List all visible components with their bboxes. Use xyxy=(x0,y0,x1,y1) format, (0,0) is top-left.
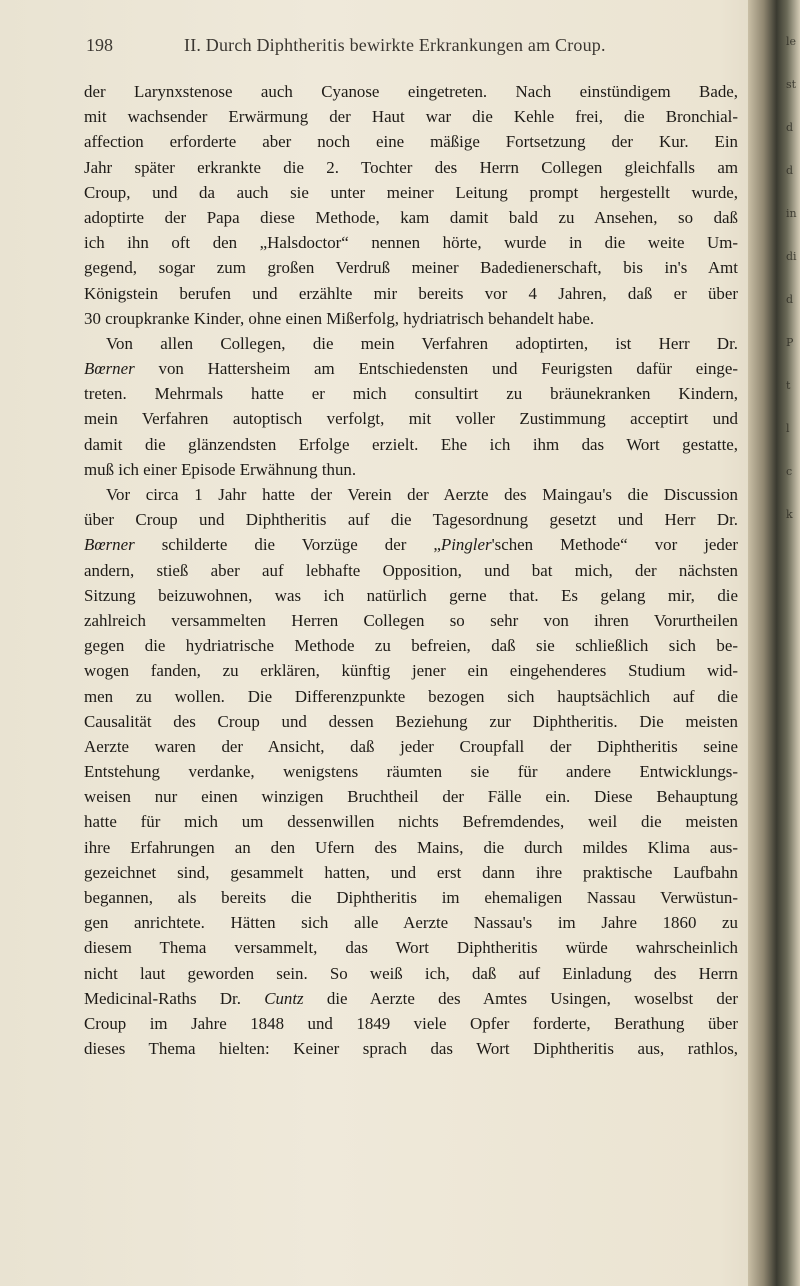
line-text: begannen, als bereits die Diphtheritis im ehemaligen Nassau Verwüstun- xyxy=(84,888,738,907)
text-line xyxy=(84,709,738,734)
text-line xyxy=(84,684,738,709)
line-text: affection erforderte aber noch eine mäßige Fortsetzung der Kur. Ein xyxy=(84,132,738,152)
line-text: ich ihn oft den „Halsdoctor“ nennen hörte, wurde in die weite Um- xyxy=(84,233,738,253)
line-text: adoptirte der Papa diese Methode, kam damit bald zu Ansehen, so daß xyxy=(84,207,738,227)
text-line xyxy=(84,961,738,986)
line-text: über Croup und Diphtheritis auf die Tagesordnung gesetzt und Herr Dr. xyxy=(84,510,738,530)
line-text: andern, stieß aber auf lebhafte Opposition, und bat mich, der nächsten xyxy=(84,560,738,580)
text-line xyxy=(84,205,738,230)
line-text: Croup, und da auch sie unter meiner Leitung prompt hergestellt wurde, xyxy=(84,182,738,202)
line-text: 'schen Methode“ vor jeder xyxy=(491,535,738,555)
text-line xyxy=(84,809,738,834)
text-line xyxy=(84,532,738,557)
text-line xyxy=(84,507,738,532)
emphasized-name: Bœrner xyxy=(84,359,135,379)
text-line xyxy=(84,482,738,507)
text-line xyxy=(84,281,738,306)
text-line xyxy=(84,180,738,205)
line-text: Vor circa 1 Jahr hatte der Verein der Aerzte des Maingau's die Discussion xyxy=(106,485,738,504)
line-text: von Hattersheim am Entschiedensten und Feurigsten dafür einge- xyxy=(134,359,738,379)
line-text: mein Verfahren autoptisch verfolgt, mit voller Zustimmung acceptirt und xyxy=(84,409,738,429)
text-line xyxy=(84,406,738,431)
emphasized-name: Bœrner xyxy=(84,535,135,555)
text-line xyxy=(84,1036,738,1061)
line-text: Von allen Collegen, die mein Verfahren adoptirten, ist Herr Dr. xyxy=(106,333,738,353)
text-line xyxy=(84,935,738,960)
line-text: zahlreich versammelten Herren Collegen so sehr von ihren Vorurtheilen xyxy=(84,610,738,630)
text-line xyxy=(84,734,738,759)
line-text: Königstein berufen und erzählte mir bereits vor 4 Jahren, daß er über xyxy=(84,283,738,303)
line-text: mit wachsender Erwärmung der Haut war die Kehle frei, die Bronchial- xyxy=(84,107,738,127)
text-line xyxy=(84,79,738,104)
emphasized-name: Cuntz xyxy=(264,988,304,1008)
line-text: diesem Thema versammelt, das Wort Diphtheritis würde wahrscheinlich xyxy=(84,938,738,958)
text-line xyxy=(84,784,738,809)
text-line xyxy=(84,104,738,129)
text-line xyxy=(84,356,738,381)
line-text: Causalität des Croup und dessen Beziehung zur Diphtheritis. Die meisten xyxy=(84,711,738,731)
page-number: 198 xyxy=(86,35,113,55)
line-text: Entstehung verdanke, wenigstens räumten sie für andere Entwicklungs- xyxy=(84,762,738,782)
line-text: men zu wollen. Die Differenzpunkte bezogen sich hauptsächlich auf die xyxy=(84,686,738,706)
text-line xyxy=(84,860,738,885)
line-text: schilderte die Vorzüge der „ xyxy=(134,535,441,555)
text-line xyxy=(84,558,738,583)
line-text: Sitzung beizuwohnen, was ich natürlich gerne that. Es gelang mir, die xyxy=(84,585,738,605)
line-text: hatte für mich um dessenwillen nichts Befremdendes, weil die meisten xyxy=(84,812,738,832)
line-text: Medicinal-Raths Dr. xyxy=(84,988,265,1008)
text-line xyxy=(84,306,738,331)
line-text: die Aerzte des Amtes Usingen, woselbst der xyxy=(303,988,738,1008)
line-text: nicht laut geworden sein. So weiß ich, daß auf Einladung des Herrn xyxy=(84,963,738,983)
text-line xyxy=(84,633,738,658)
text-line xyxy=(84,608,738,633)
line-text: Croup im Jahre 1848 und 1849 viele Opfer forderte, Berathung über xyxy=(84,1013,738,1033)
line-text: gegend, sogar zum großen Verdruß meiner Badedienerschaft, bis in's Amt xyxy=(84,258,738,278)
running-title: II. Durch Diphtheritis bewirkte Erkrankungen am Croup. xyxy=(184,35,606,55)
emphasized-name: Pingler xyxy=(440,535,492,555)
text-line xyxy=(84,331,738,356)
line-text: ihre Erfahrungen an den Ufern des Mains, die durch mildes Klima aus- xyxy=(84,837,738,857)
line-text: Aerzte waren der Ansicht, daß jeder Croupfall der Diphtheritis seine xyxy=(84,736,738,756)
line-text: muß ich einer Episode Erwähnung thun. xyxy=(84,459,357,479)
text-line xyxy=(84,658,738,683)
text-line xyxy=(84,255,738,280)
text-line xyxy=(84,155,738,180)
line-text: wogen fanden, zu erklären, künftig jener ein eingehenderes Studium wid- xyxy=(84,661,738,681)
text-line xyxy=(84,910,738,935)
line-text: damit die glänzendsten Erfolge erzielt. Ehe ich ihm das Wort gestatte, xyxy=(84,434,738,454)
line-text: dieses Thema hielten: Keiner sprach das Wort Diphtheritis aus, rathlos, xyxy=(84,1039,738,1059)
text-line xyxy=(84,583,738,608)
line-text: gen anrichtete. Hätten sich alle Aerzte Nassau's im Jahre 1860 zu xyxy=(84,913,738,933)
text-line xyxy=(84,457,738,482)
book-gutter xyxy=(748,0,800,1286)
text-line xyxy=(84,835,738,860)
facing-page-fragments: le st d d in di d P t l c k xyxy=(786,35,797,521)
line-text: gegen die hydriatrische Methode zu befreien, daß sie schließlich sich be- xyxy=(84,636,738,656)
line-text: treten. Mehrmals hatte er mich consultirt zu bräunekranken Kindern, xyxy=(84,384,738,404)
text-line xyxy=(84,129,738,154)
text-line xyxy=(84,381,738,406)
line-text: Jahr später erkrankte die 2. Tochter des Herrn Collegen gleichfalls am xyxy=(84,157,738,177)
running-header xyxy=(86,35,726,61)
text-line xyxy=(84,759,738,784)
text-line xyxy=(84,432,738,457)
text-line xyxy=(84,885,738,910)
line-text: gezeichnet sind, gesammelt hatten, und erst dann ihre praktische Laufbahn xyxy=(84,862,738,882)
line-text: 30 croupkranke Kinder, ohne einen Mißerfolg, hydriatrisch behandelt habe. xyxy=(84,308,595,328)
text-line xyxy=(84,986,738,1011)
text-line xyxy=(84,230,738,255)
line-text: weisen nur einen winzigen Bruchtheil der Fälle ein. Diese Behauptung xyxy=(84,787,738,807)
text-line xyxy=(84,1011,738,1036)
body-text xyxy=(84,79,738,1061)
line-text: der Larynxstenose auch Cyanose eingetreten. Nach einstündigem Bade, xyxy=(84,82,738,101)
